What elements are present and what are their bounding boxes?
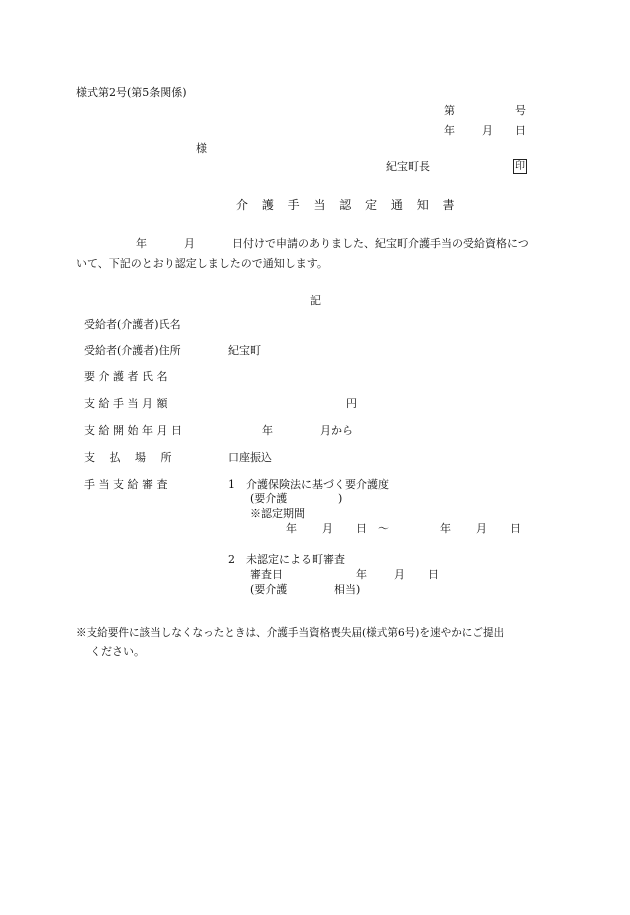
- period-day1: 日: [356, 522, 367, 535]
- start-date-label: 支 給 開 始 年 月 日: [84, 424, 182, 437]
- period-day2: 日: [510, 522, 521, 535]
- doc-number-dai: 第: [444, 104, 455, 117]
- review-item2-year: 年: [356, 568, 367, 581]
- review-item2-day: 日: [428, 568, 439, 581]
- note-line1: ※支給要件に該当しなくなったときは、介護手当資格喪失届(様式第6号)を速やかにご提出: [76, 627, 505, 639]
- doc-date-day: 日: [515, 124, 526, 137]
- care-recipient-name-label: 要 介 護 者 氏 名: [84, 370, 168, 383]
- seal-mark: 印: [515, 161, 525, 172]
- review-item2-level-close: 相当): [334, 583, 361, 596]
- body-year: 年: [136, 237, 147, 250]
- recipient-suffix: 様: [196, 142, 207, 155]
- period-year2: 年: [440, 522, 451, 535]
- start-year: 年: [262, 424, 273, 437]
- recipient-address-value: 紀宝町: [228, 344, 261, 357]
- period-month1: 月: [322, 522, 333, 535]
- review-item1: 1 介護保険法に基づく要介護度: [228, 478, 389, 491]
- review-item2: 2 未認定による町審査: [228, 553, 345, 566]
- recipient-address-label: 受給者(介護者)住所: [84, 344, 181, 357]
- document-title: 介 護 手 当 認 定 通 知 書: [236, 198, 460, 212]
- doc-number-go: 号: [515, 104, 526, 117]
- note-line2: ください。: [90, 645, 145, 658]
- doc-date-year: 年: [444, 124, 455, 137]
- review-item2-date-label: 審査日: [250, 568, 283, 581]
- review-item2-level-open: (要介護: [250, 583, 288, 596]
- body-month: 月: [184, 237, 195, 250]
- review-item1-period-label: ※認定期間: [250, 507, 305, 520]
- monthly-amount-yen: 円: [346, 397, 357, 410]
- ki-heading: 記: [310, 294, 321, 307]
- review-item1-level-close: ): [338, 492, 343, 505]
- body-line2: いて、下記のとおり認定しましたので通知します。: [76, 257, 328, 270]
- review-label: 手 当 支 給 審 査: [84, 478, 168, 491]
- recipient-name-label: 受給者(介護者)氏名: [84, 318, 181, 331]
- review-item2-month: 月: [394, 568, 405, 581]
- form-number: 様式第2号(第5条関係): [76, 86, 187, 99]
- issuer-name: 紀宝町長: [386, 160, 430, 173]
- monthly-amount-label: 支 給 手 当 月 額: [84, 397, 168, 410]
- review-item1-level-open: (要介護: [250, 492, 288, 505]
- period-tilde: ～: [378, 522, 389, 535]
- doc-date-month: 月: [482, 124, 493, 137]
- body-line1: 日付けで申請のありました、紀宝町介護手当の受給資格につ: [232, 237, 529, 250]
- payment-place-label: 支 払 場 所: [84, 451, 172, 464]
- period-month2: 月: [476, 522, 487, 535]
- start-month-from: 月から: [320, 424, 353, 437]
- payment-place-value: 口座振込: [228, 451, 272, 464]
- period-year1: 年: [286, 522, 297, 535]
